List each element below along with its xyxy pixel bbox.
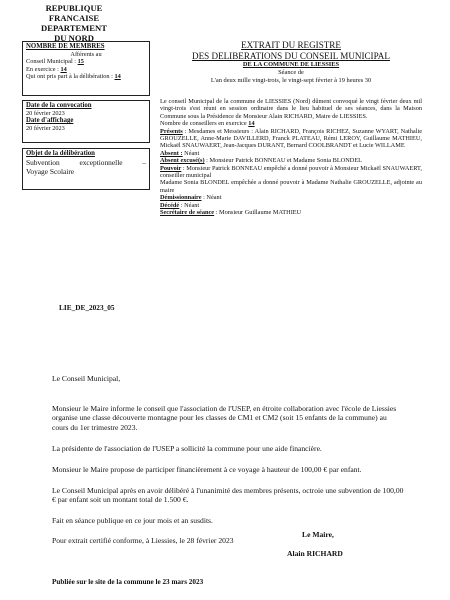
- excuses-label: Absent excusé(s): [160, 157, 205, 165]
- department-line1: DEPARTEMENT: [41, 23, 107, 33]
- object-box: [22, 148, 150, 190]
- presents-line: [160, 128, 422, 150]
- signature-role: Le Maire,: [302, 530, 334, 539]
- register-title-2: DES DELIBERATIONS DU CONSEIL MUNICIPAL: [192, 50, 390, 61]
- excuses-text: : Monsieur Patrick BONNEAU et Madame Sonia BLONDEL: [204, 157, 363, 165]
- demission-line: [160, 194, 422, 201]
- conseil-value: 15: [77, 58, 84, 66]
- demission-text: : Néant: [201, 194, 222, 202]
- seance-label: Séance de: [278, 69, 304, 76]
- signature-name: Alain RICHARD: [287, 549, 343, 558]
- object-title: Objet de la délibération: [26, 150, 95, 157]
- body-p5: Le Conseil Municipal après en avoir délibéré à l'unanimité des membres présents, octroie une subvention de 100,00 € par enfant soit un montant total de 1.500 €.: [52, 485, 404, 505]
- excuses-line: [160, 157, 422, 164]
- deliberation-reference: LIE_DE_2023_05: [59, 303, 115, 312]
- pouvoir-label: Pouvoir: [160, 164, 182, 172]
- demission-label: Démissionnaire: [160, 194, 202, 202]
- object-line2: Voyage Scolaire: [26, 167, 75, 176]
- absent-label: Absent :: [160, 149, 183, 157]
- intro-paragraph: Le conseil Municipal de la commune de LIESSIES (Nord) dûment convoqué le vingt février deux mil vingt-trois s'est réuni en session ordinaire dans le lieu habituel de ses séances, dans la Maison Commune sous la Présidence de Monsieur Alain RICHARD, Maire de LIESSIES.: [160, 98, 422, 120]
- presents-text: : Mesdames et Messieurs : Alain RICHARD, François RICHEZ, Suzanne WYART, Nathalie GROUZELLE, Anne-Marie DAVILLERD, Franck PLATEAU, Rémi LEROY, Guillaume MATHIEU, Mickaël SNAUWAERT, Jean-Jacques DURANT, Bernard COOLBRANDT et Lucie WILLAME: [160, 127, 422, 150]
- body-p7: Pour extrait certifié conforme, à Liessies, le 28 février 2023: [52, 536, 234, 546]
- intro-block: [160, 98, 422, 217]
- affichage-date: 20 février 2023: [26, 125, 65, 133]
- register-header: [160, 40, 422, 84]
- conseillers-count: [160, 120, 422, 127]
- decede-text: : Néant: [179, 201, 200, 209]
- secretaire-text: : Monsieur Guillaume MATHIEU: [214, 209, 302, 217]
- body-p4: Monsieur le Maire propose de participer financièrement à ce voyage à hauteur de 100,00 € par enfant.: [52, 464, 362, 474]
- secretaire-label: Secrétaire de séance: [160, 209, 215, 217]
- seance-date: L'an deux mille vingt-trois, le vingt-sept février à 19 heures 30: [210, 76, 372, 84]
- body-p1: Le Conseil Municipal,: [52, 374, 121, 383]
- delib-value: 14: [114, 72, 121, 80]
- object-line1: Subvention exceptionnelle –: [26, 158, 146, 167]
- members-box: [22, 41, 150, 96]
- secretaire-line: [160, 209, 422, 216]
- republic-header: [25, 3, 123, 43]
- affichage-title: Date d'affichage: [26, 117, 74, 125]
- commune-title: DE LA COMMUNE DE LIESSIES: [242, 61, 340, 68]
- absent-line: [160, 150, 422, 157]
- members-delib: [26, 73, 146, 80]
- decede-line: [160, 202, 422, 209]
- exercice-value: 14: [60, 65, 67, 73]
- body-p6: Fait en séance publique en ce jour mois et an susdits.: [52, 515, 213, 525]
- publication-note: Publiée sur le site de la commune le 23 mars 2023: [52, 578, 204, 586]
- register-title-1: EXTRAIT DU REGISTRE: [241, 40, 341, 50]
- body-p2: Monsieur le Maire informe le conseil que l'association de l'USEP, en étroite collaboration avec l'école de Liessies organise une classe découverte montagne pour les classes de CM1 et CM2 (soit 15 enfants de la commune) au cours du 1er trimestre 2023.: [52, 403, 397, 432]
- nombre-value: 14: [248, 120, 255, 128]
- convocation-date: 20 février 2023: [26, 110, 65, 117]
- presents-label: Présents: [160, 127, 183, 135]
- pouvoir-line: [160, 165, 422, 180]
- conseil-label: Conseil Municipal :: [26, 58, 77, 66]
- pouvoir-line-2: Madame Sonia BLONDEL empêchée a donné pouvoir à Madame Nathalie GROUZELLE, adjointe au maire: [160, 179, 422, 194]
- decede-label: Décédé: [160, 201, 180, 209]
- members-title: NOMBRE DE MEMBRES: [26, 43, 105, 50]
- deliberation-body: [52, 374, 404, 546]
- exercice-label: En exercice :: [26, 65, 59, 73]
- absent-text: Néant: [182, 149, 200, 157]
- convocation-title: Date de la convocation: [26, 102, 92, 109]
- republic-title: REPUBLIQUE FRANCAISE: [45, 3, 103, 23]
- pouvoir-text-1: : Monsieur Patrick BONNEAU empêché a donné pouvoir à Monsieur Mickaël SNAUWAERT, conseiller municipal: [160, 164, 423, 180]
- delib-label: Qui ont pris part à la délibération :: [26, 72, 113, 80]
- members-line1: Afférents au: [70, 51, 102, 58]
- dates-box: [22, 100, 150, 143]
- body-p3: La présidente de l'association de l'USEP a sollicité la commune pour une aide financière.: [52, 444, 322, 454]
- members-exercice: [26, 66, 146, 73]
- department-line2: DU NORD: [54, 33, 94, 43]
- members-conseil: [26, 58, 146, 65]
- nombre-label: Nombre de conseillers en exercice: [160, 120, 247, 128]
